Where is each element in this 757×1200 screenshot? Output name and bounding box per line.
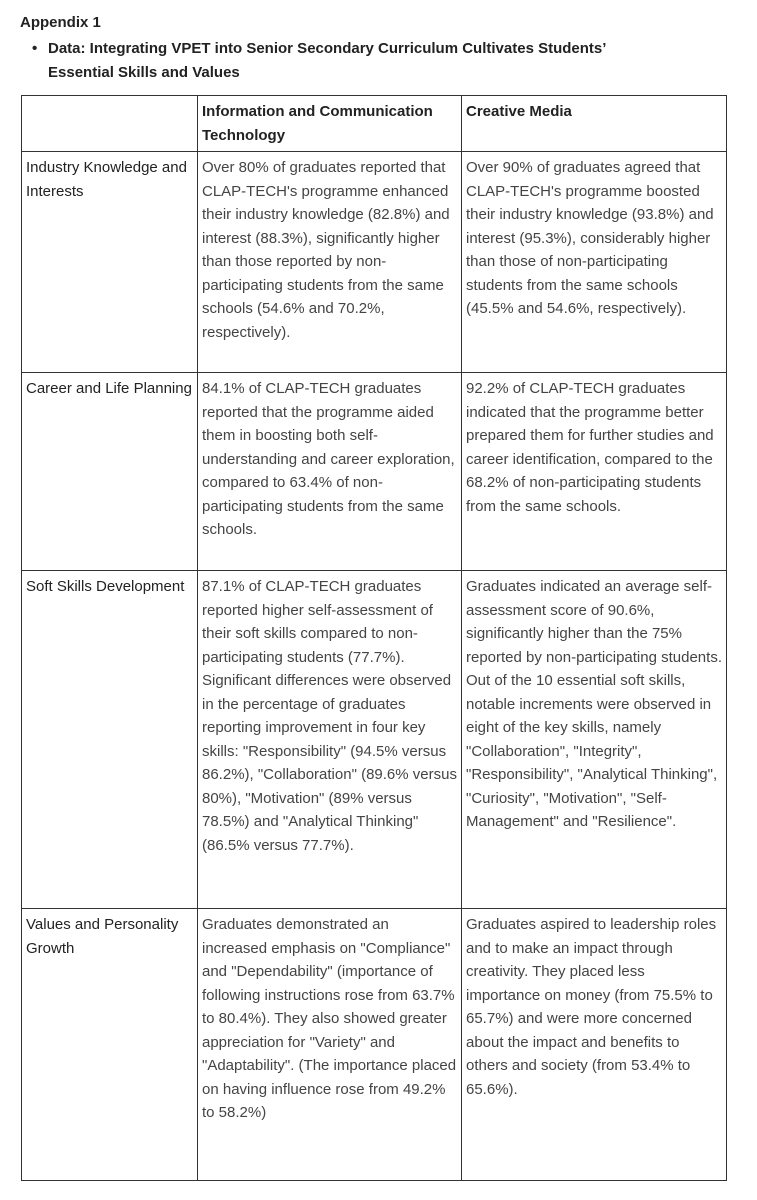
caption-line-1: Data: Integrating VPET into Senior Secondary Curriculum Cultivates Students’: [48, 40, 607, 57]
table-row: [22, 571, 727, 909]
bullet-icon: •: [32, 40, 38, 57]
ict-cell: Graduates demonstrated an increased emphasis on "Compliance" and "Dependability" (importance of following instructions rose from 63.7% to 80.4%). They also showed greater appreciation for "Variety" and "Adaptability". (The importance placed on having influence rose from 49.2% to 58.2%): [198, 909, 462, 1181]
table-row: [22, 909, 727, 1181]
row-label: Industry Knowledge and Interests: [22, 152, 198, 373]
data-table: [21, 95, 727, 1181]
caption-line-2: Essential Skills and Values: [48, 64, 240, 81]
ict-cell: Over 80% of graduates reported that CLAP-TECH's programme enhanced their industry knowledge (82.8%) and interest (88.3%), significantly higher than those reported by non-participating students from the same schools (54.6% and 70.2%, respectively).: [198, 152, 462, 373]
creative-media-cell: Graduates aspired to leadership roles and to make an impact through creativity. They placed less importance on money (from 75.5% to 65.7%) and were more concerned about the impact and benefits to others and society (from 53.4% to 65.6%).: [462, 909, 727, 1181]
creative-media-cell: Graduates indicated an average self-assessment score of 90.6%, significantly higher than the 75% reported by non-participating students. Out of the 10 essential soft skills, notable increments were observed in eight of the key skills, namely "Collaboration", "Integrity", "Responsibility", "Analytical Thinking", "Curiosity", "Motivation", "Self-Management" and "Resilience".: [462, 571, 727, 909]
table-caption: [32, 37, 732, 85]
appendix-label: Appendix 1: [20, 14, 101, 31]
row-label: Values and Personality Growth: [22, 909, 198, 1181]
header-creative-media: Creative Media: [462, 96, 727, 152]
header-ict: Information and Communication Technology: [198, 96, 462, 152]
ict-cell: 84.1% of CLAP-TECH graduates reported that the programme aided them in boosting both self-understanding and career exploration, compared to 63.4% of non-participating students from the same schools.: [198, 373, 462, 571]
creative-media-cell: Over 90% of graduates agreed that CLAP-TECH's programme boosted their industry knowledge (93.8%) and interest (95.3%), considerably higher than those of non-participating students from the same schools (45.5% and 54.6%, respectively).: [462, 152, 727, 373]
creative-media-cell: 92.2% of CLAP-TECH graduates indicated that the programme better prepared them for further studies and career identification, compared to the 68.2% of non-participating students from the same schools.: [462, 373, 727, 571]
row-label: Career and Life Planning: [22, 373, 198, 571]
table-row: [22, 152, 727, 373]
header-empty: [22, 96, 198, 152]
table-row: [22, 373, 727, 571]
ict-cell: 87.1% of CLAP-TECH graduates reported higher self-assessment of their soft skills compared to non-participating students (77.7%). Significant differences were observed in the percentage of graduates reporting improvement in four key skills: "Responsibility" (94.5% versus 86.2%), "Collaboration" (89.6% versus 80%), "Motivation" (89% versus 78.5%) and "Analytical Thinking" (86.5% versus 77.7%).: [198, 571, 462, 909]
table-header-row: [22, 96, 727, 152]
row-label: Soft Skills Development: [22, 571, 198, 909]
